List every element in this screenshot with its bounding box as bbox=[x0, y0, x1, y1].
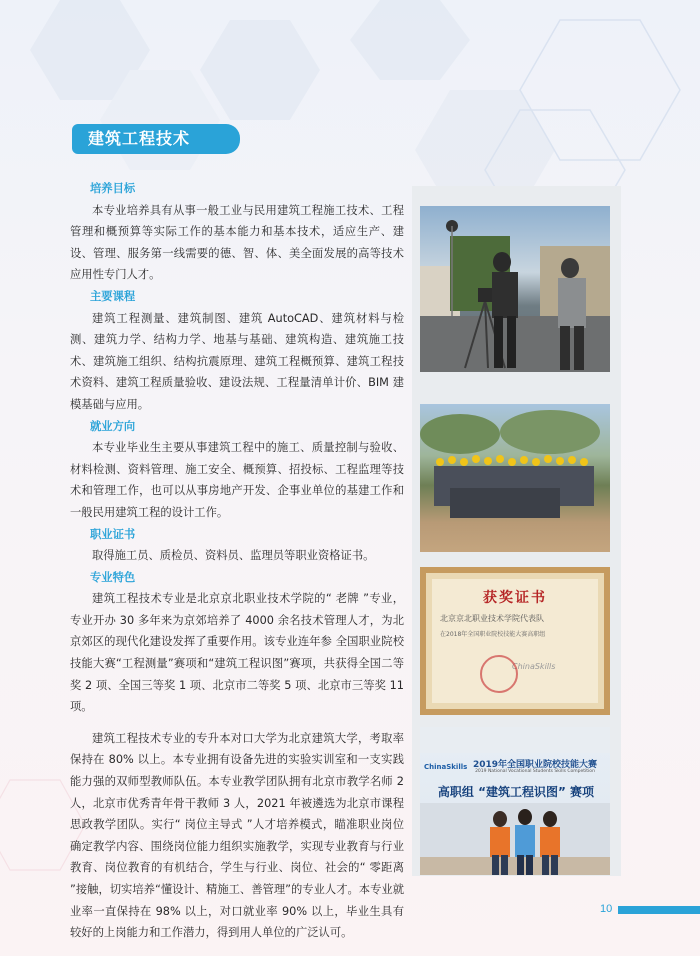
section-certificates bbox=[70, 524, 404, 567]
page-number-bar bbox=[618, 906, 700, 914]
banner-year-title: 2019年全国职业院校技能大赛 bbox=[472, 760, 598, 770]
competition-photo bbox=[420, 727, 610, 875]
surveying-illustration bbox=[420, 206, 610, 372]
section-training-goal bbox=[70, 178, 404, 286]
banner-brand: ChinaSkills bbox=[424, 763, 468, 771]
section-main-courses bbox=[70, 286, 404, 416]
section-heading: 职业证书 bbox=[90, 527, 136, 541]
competition-illustration bbox=[420, 727, 610, 875]
photo-column bbox=[412, 186, 621, 876]
main-content bbox=[70, 178, 404, 944]
section-features bbox=[70, 567, 404, 944]
certificate-seal-icon bbox=[480, 655, 518, 693]
section-heading: 专业特色 bbox=[90, 570, 136, 584]
section-paragraph: 建筑工程技术专业是北京京北职业技术学院的“ 老牌 ”专业，专业开办 30 多年来为京郊培养了 4000 余名技术管理人才，为北京郊区的现代化建设发挥了重要作用。该专业连年参 全国职业院校技能大赛“工程测量”赛项和“建筑工程识图”赛项，共获得全国二等奖 2 项、全国三等奖 1 项、北京市二等奖 5 项、北京市三等奖 11 项。 bbox=[70, 592, 404, 714]
certificate-title: 获奖证书 bbox=[483, 590, 547, 606]
banner-event-title: 高职组 “建筑工程识图” 赛项 bbox=[437, 785, 595, 799]
section-paragraph: 本专业培养具有从事一般工业与民用建筑工程施工技术、工程管理和概预算等实际工作的基本能力和基本技术，适应生产、建设、管理、服务第一线需要的德、智、体、美全面发展的高等技术应用性专门人才。 bbox=[70, 203, 404, 282]
certificate-brand: ChinaSkills bbox=[512, 662, 556, 671]
certificate-line2: 在2018年全国职业院校技能大赛高职组 bbox=[440, 631, 546, 638]
section-heading: 培养目标 bbox=[90, 182, 136, 195]
certificate-line1: 北京京北职业技术学院代表队 bbox=[440, 614, 544, 623]
group-illustration bbox=[420, 404, 610, 552]
page-number: 10 bbox=[600, 903, 613, 915]
banner-subtitle: 2019 National Vocational Students Skills Competition bbox=[475, 769, 595, 774]
section-paragraph: 建筑工程技术专业的专升本对口大学为北京建筑大学，考取率保持在 80% 以上。本专业拥有设备先进的实验实训室和一支实践能力强的双师型教师队伍。本专业教学团队拥有北京市教学名师 2 人，北京市优秀青年骨干教师 3 人，2021 年被遴选为北京市课程思政教学团队。实行“ 岗位主导式 ”人才培养模式，瞄准职业岗位确定教学内容、围绕岗位能力组织实施教学，实现专业教育与行业教育、岗位教育的有机结合，学生与行业、岗位、社会的“ 零距离 ”接触，切实培养“懂设计、精施工、善管理”的专业人才。本专业就业率一直保持在 98% 以上，对口就业率 90% 以上，毕业生具有较好的上岗能力和工作潜力，得到用人单位的广泛认可。 bbox=[70, 731, 404, 940]
section-heading: 主要课程 bbox=[90, 289, 136, 303]
group-photo bbox=[420, 404, 610, 552]
section-paragraph: 本专业毕业生主要从事建筑工程中的施工、质量控制与验收、材料检测、资料管理、施工安全、概预算、招投标、工程监理等技术和管理工作，也可以从事房地产开发、企事业单位的基建工作和一般民用建筑工程的设计工作。 bbox=[70, 441, 404, 519]
section-paragraph: 建筑工程测量、建筑制图、建筑 AutoCAD、建筑材料与检测、建筑力学、结构力学、地基与基础、建筑构造、建筑施工技术、建筑施工组织、结构抗震原理、建筑工程概预算、建筑工程技术资料、建筑工程质量验收、建设法规、工程量清单计价、BIM 建模基础与应用。 bbox=[70, 311, 404, 411]
section-heading: 就业方向 bbox=[90, 419, 136, 433]
award-certificate-photo bbox=[420, 567, 610, 715]
section-employment bbox=[70, 416, 404, 524]
surveying-photo bbox=[420, 206, 610, 372]
section-title: 建筑工程技术 bbox=[72, 124, 240, 154]
section-paragraph: 取得施工员、质检员、资料员、监理员等职业资格证书。 bbox=[92, 549, 375, 563]
